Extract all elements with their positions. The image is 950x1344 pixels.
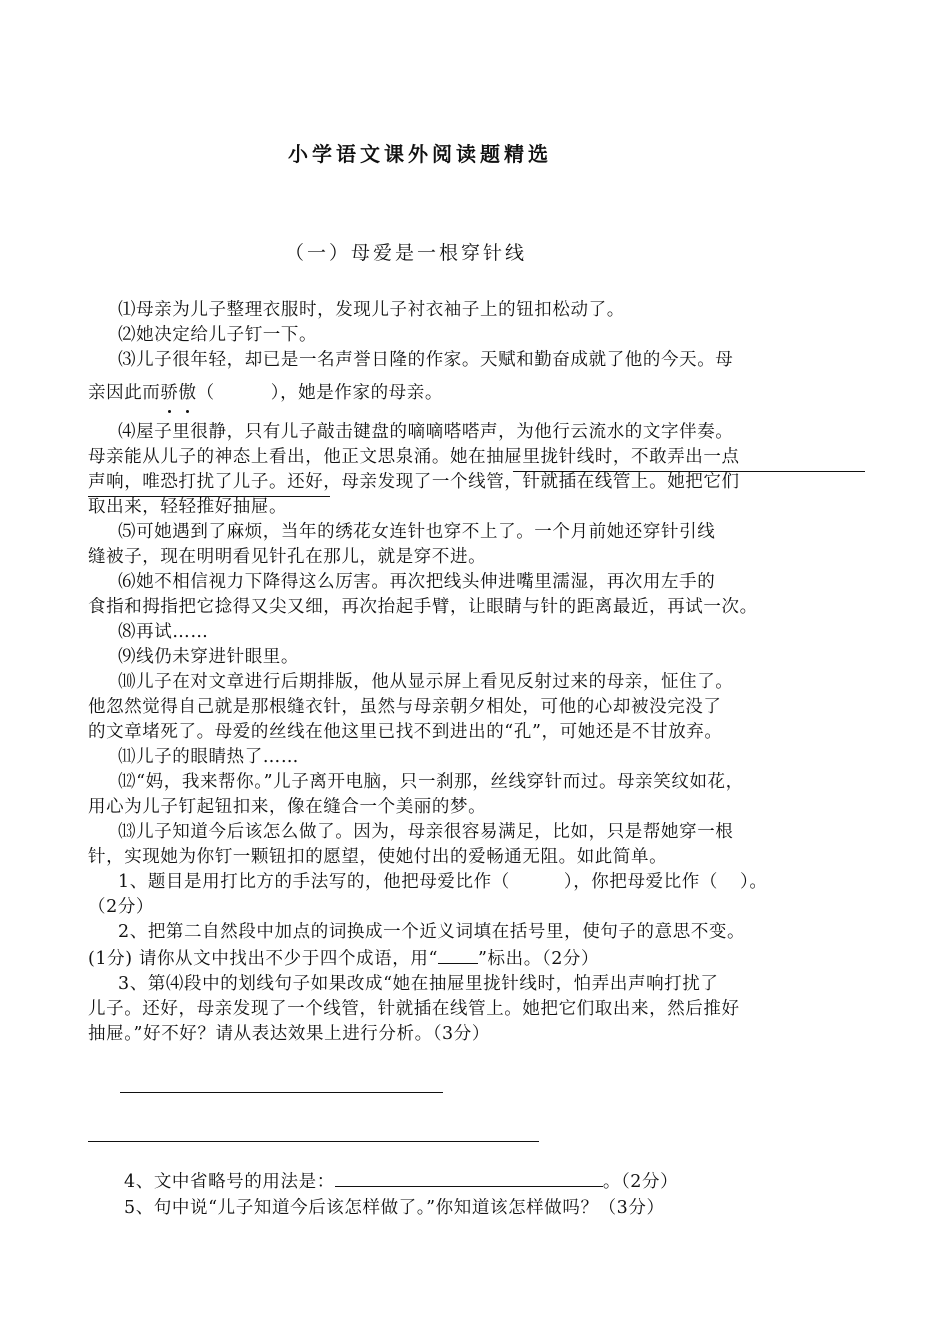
question-1-line-1 [88,870,868,895]
dotted-char-2: 傲 [179,381,197,406]
underlined-sentence-b: 声响，唯恐打扰了儿子。 [88,472,288,492]
paragraph-12-line-1: ⑿“妈，我来帮你。”儿子离开电脑，只一刹那，丝线穿针而过。母亲笑纹如花， [118,772,744,792]
underlined-sentence-a: 她在抽屉里拢针线时，不敢弄出一点 [450,447,740,467]
question-1-text-b: ），你把母爱比作（ [563,872,718,892]
underline-mark-b [88,496,330,497]
paragraph-9: ⑼线仍未穿进针眼里。 [118,647,299,667]
question-2-mark-blank[interactable] [438,945,478,964]
paragraph-3-text-c: ），她是作家的母亲。 [270,383,443,403]
question-4-5-block [88,1168,868,1221]
question-5: 5、句中说“儿子知道今后该怎样做了。”你知道该怎样做吗？（3分） [124,1198,665,1218]
passage-body [88,298,868,1047]
paragraph-4-line-1: ⑷屋子里很静，只有儿子敲击键盘的嘀嘀嗒嗒声，为他行云流水的文字伴奏。 [118,422,734,442]
paragraph-11: ⑾儿子的眼睛热了…… [118,747,299,767]
paragraph-4-line-2 [88,445,868,470]
paragraph-3-line-1: ⑶儿子很年轻，却已是一名声誉日隆的作家。天赋和勤奋成就了他的今天。母 [118,350,734,370]
question-4-answer-blank[interactable] [335,1168,603,1187]
paragraph-6-line-2: 食指和拇指把它捻得又尖又细，再次抬起手臂，让眼睛与针的距离最近，再试一次。 [88,597,758,617]
question-2-text-a: (1分) 请你从文中找出不少于四个成语，用“ [88,949,438,969]
question-1-text-a: 1、题目是用打比方的手法写的，他把母爱比作（ [118,872,510,892]
dotted-char-1: 骄 [160,381,178,406]
question-2-line-2 [88,945,868,972]
paragraph-5-line-2: 缝被子，现在明明看见针孔在那儿，就是穿不进。 [88,547,487,567]
question-4 [88,1168,868,1195]
question-4-text-a: 4、文中省略号的用法是： [124,1172,335,1192]
question-4-text-b: 。（2分） [602,1172,679,1192]
paragraph-6-line-1: ⑹她不相信视力下降得这么厉害。再次把线头伸进嘴里濡湿，再次用左手的 [118,572,716,592]
paragraph-8: ⑻再试…… [118,622,209,642]
question-2-text-b: ”标出。（2分） [478,949,600,969]
paragraph-13-line-1: ⒀儿子知道今后该怎么做了。因为，母亲很容易满足，比如，只是帮她穿一根 [118,822,734,842]
paragraph-5-line-1: ⑸可她遇到了麻烦，当年的绣花女连针也穿不上了。一个月前她还穿针引线 [118,522,716,542]
paragraph-10-line-1: ⑽儿子在对文章进行后期排版，他从显示屏上看见反射过来的母亲，怔住了。 [118,672,734,692]
document-title: 小学语文课外阅读题精选 [288,142,552,166]
paragraph-4-line-4: 取出来，轻轻推好抽屉。 [88,497,288,517]
answer-line-1[interactable] [120,1092,443,1093]
answer-line-2[interactable] [88,1141,539,1142]
question-3-line-3: 抽屉。”好不好？请从表达效果上进行分析。（3分） [88,1024,490,1044]
paragraph-3-open-paren: （ [196,383,215,403]
paragraph-13-line-2: 针，实现她为你钉一颗钮扣的愿望，使她付出的爱畅通无阻。如此简单。 [88,847,668,867]
question-2-line-1: 2、把第二自然段中加点的词换成一个近义词填在括号里，使句子的意思不变。 [118,922,746,942]
passage-title: （一）母爱是一根穿针线 [285,242,528,264]
paragraph-3-line-2 [88,381,868,406]
paragraph-4-line-3 [88,470,868,495]
paragraph-4-text-a: 母亲能从儿子的神态上看出，他正文思泉涌。 [88,447,450,467]
question-3-line-2: 儿子。还好，母亲发现了一个线管，针就插在线管上。她把它们取出来，然后推好 [88,999,740,1019]
paragraph-10-line-2: 他忽然觉得自己就是那根缝衣针，虽然与母亲朝夕相处，可他的心却被没完没了 [88,697,722,717]
paragraph-1: ⑴母亲为儿子整理衣服时，发现儿子衬衣袖子上的钮扣松动了。 [118,300,625,320]
question-1-line-2: （2分） [88,897,155,917]
underline-mark-a [513,471,865,472]
paragraph-4-text-b: 还好，母亲发现了一个线管，针就插在线管上。她把它们 [287,472,740,492]
paragraph-12-line-2: 用心为儿子钉起钮扣来，像在缝合一个美丽的梦。 [88,797,487,817]
question-3-line-1: 3、第⑷段中的划线句子如果改成“她在抽屉里拢针线时，怕弄出声响打扰了 [118,974,719,994]
paragraph-3-text-a: 亲因此而 [88,383,161,403]
paragraph-10-line-3: 的文章堵死了。母爱的丝线在他这里已找不到进出的“孔”，可她还是不甘放弃。 [88,722,723,742]
question-1-text-c: ）。 [740,872,768,892]
paragraph-2: ⑵她决定给儿子钉一下。 [118,325,318,345]
